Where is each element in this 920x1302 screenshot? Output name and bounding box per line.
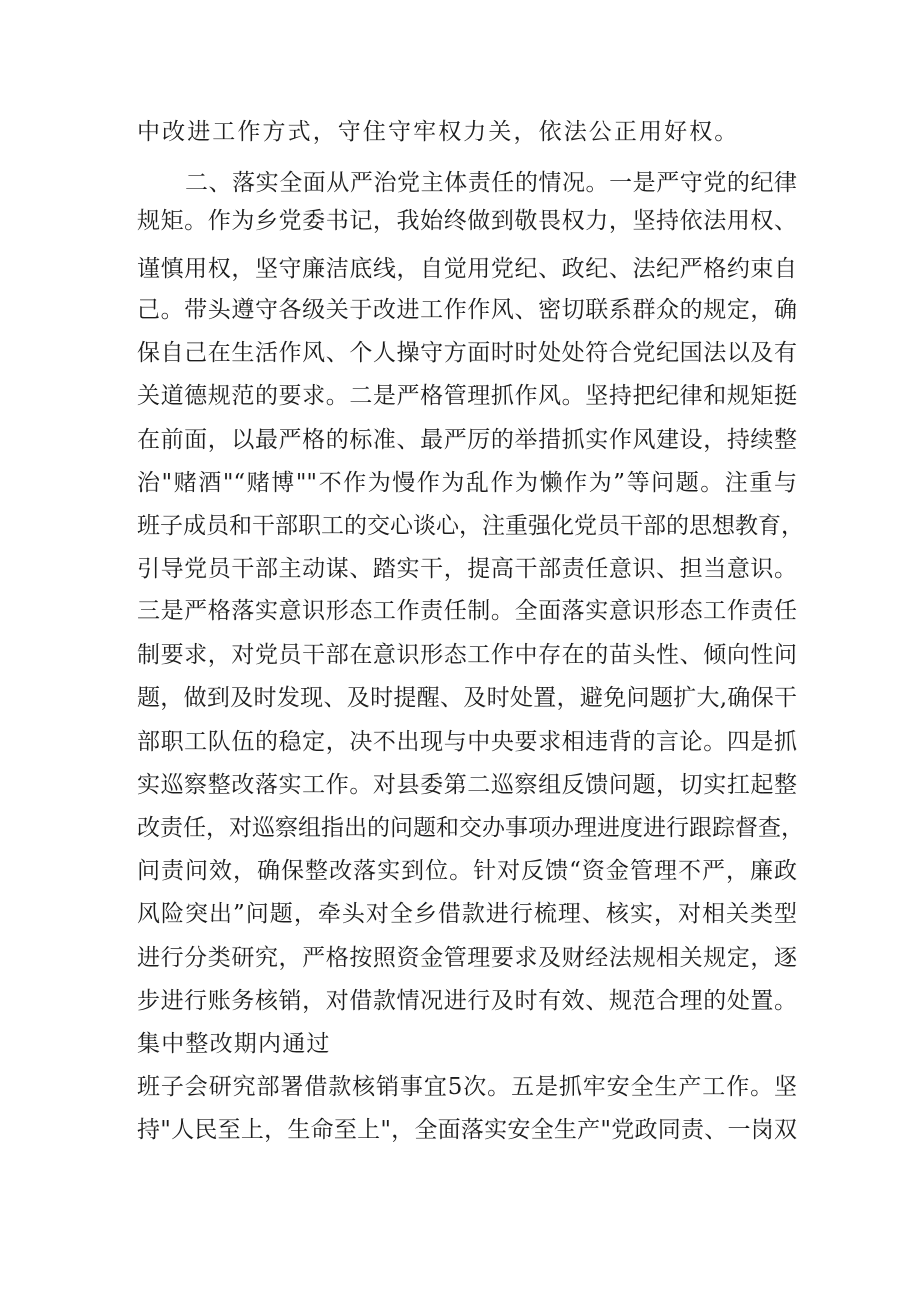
text-line-21: 步进行账务核销，对借款情况进行及时有效、规范合理的处置。 [137,988,797,1014]
text-line-1: 中改进工作方式，守住守牢权力关，依法公正用好权。 [137,119,740,145]
text-line-13: 制要求，对党员干部在意识形态工作中存在的苗头性、倾向性问 [137,642,797,668]
text-line-22: 集中整改期内通过 [137,1031,331,1057]
text-line-11: 引导党员干部主动谋、踏实干，提高干部责任意识、担当意识。 [137,556,797,582]
text-line-7: 关道德规范的要求。二是严格管理抓作风。坚持把纪律和规矩挺 [137,383,797,409]
text-line-15: 部职工队伍的稳定，决不出现与中央要求相违背的言论。四是抓 [137,729,797,755]
text-line-9: 治"赌酒"“赌博""不作为慢作为乱作为懒作为”等问题。注重与 [137,470,797,496]
text-line-5: 己。带头遵守各级关于改进工作作风、密切联系群众的规定，确 [137,297,797,323]
text-line-6: 保自己在生活作风、个人操守方面时时处处符合党纪国法以及有 [137,340,797,366]
text-line-12: 三是严格落实意识形态工作责任制。全面落实意识形态工作责任 [137,598,797,624]
text-line-16: 实巡察整改落实工作。对县委第二巡察组反馈问题，切实扛起整 [137,772,797,798]
text-line-20: 进行分类研究，严格按照资金管理要求及财经法规相关规定，逐 [137,945,797,971]
text-line-17: 改责任，对巡察组指出的问题和交办事项办理进度进行跟踪督查， [137,815,804,841]
text-line-18: 问责问效，确保整改落实到位。针对反馈“资金管理不严，廉政 [137,858,797,884]
text-line-4: 谨慎用权，坚守廉洁底线，自觉用党纪、政纪、法纪严格约束自 [137,256,797,282]
text-line-14: 题，做到及时发现、及时提醒、及时处置，避免问题扩大,确保干 [137,685,797,711]
text-line-23: 班子会研究部署借款核销事宜5次。五是抓牢安全生产工作。坚 [137,1074,797,1100]
text-line-19: 风险突出”问题，牵头对全乡借款进行梳理、核实，对相关类型 [137,901,797,927]
text-line-2: 二、落实全面从严治党主体责任的情况。一是严守党的纪律 [185,170,797,196]
text-line-24: 持"人民至上，生命至上"，全面落实安全生产"党政同责、一岗双 [137,1117,797,1143]
text-line-8: 在前面，以最严格的标准、最严厉的举措抓实作风建设，持续整 [137,427,797,453]
text-line-3: 规矩。作为乡党委书记，我始终做到敬畏权力，坚持依法用权、 [137,208,797,234]
text-line-10: 班子成员和干部职工的交心谈心，注重强化党员干部的思想教育， [137,513,804,539]
